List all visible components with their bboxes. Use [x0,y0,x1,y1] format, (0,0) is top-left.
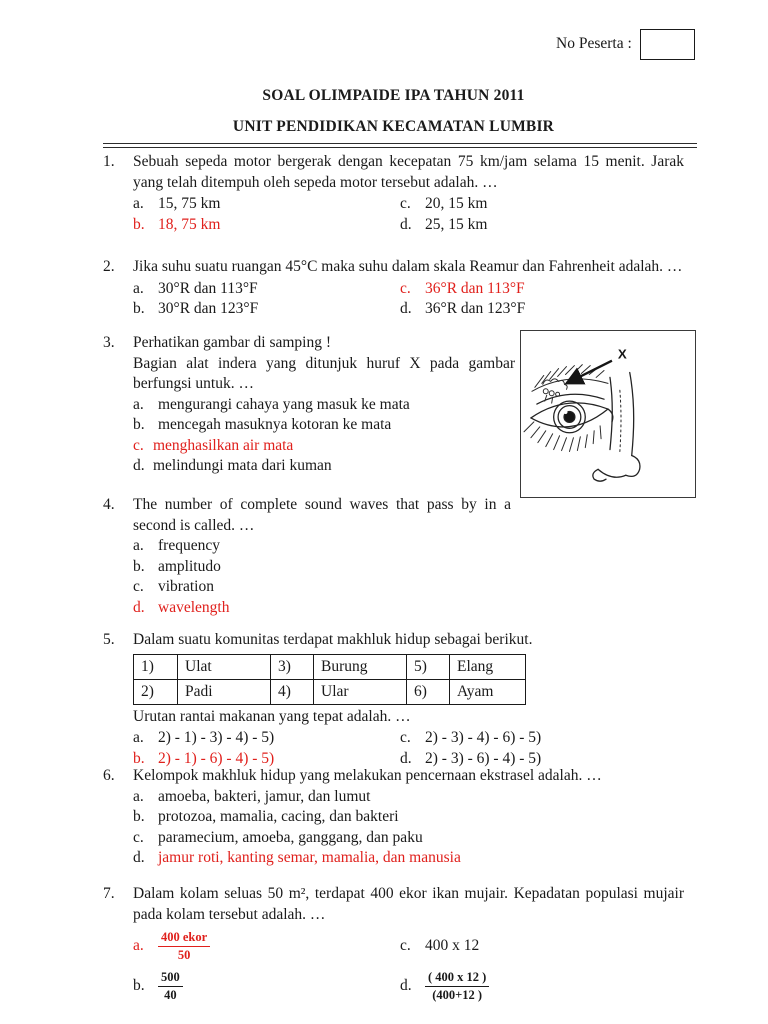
option-text: 30°R dan 113°F [158,279,258,297]
option-d-answer: d. jamur roti, kanting semar, mamalia, dan manusia [133,848,684,869]
page-subtitle: UNIT PENDIDIKAN KECAMATAN LUMBIR [232,118,555,135]
question-intro: Dalam suatu komunitas terdapat makhluk hidup sebagai berikut. [133,631,533,648]
question-number: 1. [103,153,115,170]
option-text: melindungi mata dari kuman [153,457,332,474]
option-c: c. 400 x 12 [400,926,684,966]
question-5 [103,630,684,769]
option-a: a. mengurangi cahaya yang masuk ke mata [133,395,684,416]
question-1 [103,152,684,235]
question-number: 2. [103,258,115,275]
fraction [158,930,210,963]
option-a: a. frequency [133,536,684,557]
question-number: 4. [103,496,115,513]
option-c-answer: c. menghasilkan air mata [133,436,684,457]
option-d: d. 2) - 3) - 6) - 4) - 5) [400,749,684,770]
option-d-answer: d. wavelength [133,598,684,619]
option-text: wavelength [158,598,230,616]
option-b: b. protozoa, mamalia, cacing, dan bakteri [133,807,684,828]
option-text: amplitudo [158,557,221,575]
option-d: d. melindungi mata dari kuman [133,456,684,477]
question-6 [103,766,684,869]
option-text: paramecium, amoeba, ganggang, dan paku [158,828,423,846]
question-text: Urutan rantai makanan yang tepat adalah. … [133,707,411,725]
option-a: a. 30°R dan 113°F [133,279,400,300]
question-number: 7. [103,885,115,902]
table-cell: 3) [271,654,314,679]
table-cell: 1) [134,654,178,679]
option-text: mencegah masuknya kotoran ke mata [158,416,392,433]
question-number: 3. [103,334,115,351]
question-7 [103,884,684,1006]
fraction [158,970,183,1003]
organism-table [133,654,526,705]
option-a: a. 15, 75 km [133,194,400,215]
figure-label-x: X [617,346,627,362]
fraction-numerator: 500 [158,970,183,987]
option-c: c. 20, 15 km [400,194,684,215]
option-a: a. amoeba, bakteri, jamur, dan lumut [133,787,684,808]
question-text: Kelompok makhluk hidup yang melakukan pencernaan ekstrasel adalah. … [133,767,602,784]
option-text: 2) - 1) - 6) - 4) - 5) [158,749,275,767]
question-2 [103,257,684,320]
question-text: Jika suhu suatu ruangan 45°C maka suhu dalam skala Reamur dan Fahrenheit adalah. … [133,258,683,275]
no-peserta-field [556,29,695,60]
option-b: b. 30°R dan 123°F [133,299,400,320]
header-divider [103,143,697,148]
fraction-denominator: (400+12 ) [432,987,483,1002]
option-text: menghasilkan air mata [153,436,294,454]
no-peserta-label: No Peserta : [556,35,632,53]
option-text: mengurangi cahaya yang masuk ke mata [158,395,410,413]
option-b: b. amplitudo [133,557,684,578]
fraction [425,970,489,1003]
question-intro: Perhatikan gambar di samping ! [133,334,332,351]
option-text: 30°R dan 123°F [158,300,259,317]
option-b-answer: b. 18, 75 km [133,215,400,236]
table-cell: Padi [178,679,271,704]
eye-anatomy-figure [520,330,696,498]
option-b: b. mencegah masuknya kotoran ke mata [133,415,684,436]
option-text: 15, 75 km [158,195,221,212]
table-row [134,654,526,679]
option-b: b. $\frac{500}{40}$ [133,966,400,1006]
question-text: The number of complete sound waves that pass by in a second is called. … [133,496,511,534]
option-d: d. $\frac{( 400 x 12 )}{(400+12 )}$ [400,966,684,1006]
option-text: 2) - 1) - 3) - 4) - 5) [158,729,275,746]
table-cell: Burung [314,654,407,679]
option-d: d. 36°R dan 123°F [400,299,684,320]
question-text: Sebuah sepeda motor bergerak dengan kecepatan 75 km/jam selama 15 menit. Jarak yang telah ditempuh oleh sepeda motor tersebut adalah. … [133,153,684,191]
table-cell: 2) [134,679,178,704]
option-d: d. 25, 15 km [400,215,684,236]
table-cell: Elang [450,654,526,679]
question-4 [103,495,684,618]
eye-highlight [564,410,568,414]
option-text: 36°R dan 123°F [425,300,526,317]
no-peserta-box [640,29,695,60]
option-text: 25, 15 km [425,215,488,233]
fraction-numerator: ( 400 x 12 ) [425,970,489,987]
option-text: jamur roti, kanting semar, mamalia, dan manusia [158,849,461,866]
question-text: Dalam kolam seluas 50 m², terdapat 400 ekor ikan mujair. Kepadatan populasi mujair pada kolam tersebut adalah. … [133,885,684,923]
option-c-answer: c. 36°R dan 113°F [400,279,684,300]
option-text: 2) - 3) - 6) - 4) - 5) [425,749,542,767]
table-cell: Ayam [450,679,526,704]
option-a-answer: a. $\frac{\text{400 ekor}}{50}$ [133,926,400,966]
option-text: 18, 75 km [158,215,221,233]
option-text: 36°R dan 113°F [425,279,525,297]
option-text: vibration [158,578,214,595]
option-text: frequency [158,537,220,554]
question-number: 5. [103,631,115,648]
question-number: 6. [103,767,115,784]
option-c: c. paramecium, amoeba, ganggang, dan paku [133,828,684,849]
table-cell: 5) [407,654,450,679]
table-cell: 6) [407,679,450,704]
option-b-answer: b. 2) - 1) - 6) - 4) - 5) [133,749,400,770]
option-c: c. 2) - 3) - 4) - 6) - 5) [400,728,684,749]
fraction-denominator: 50 [177,947,191,962]
option-a: a. 2) - 1) - 3) - 4) - 5) [133,728,400,749]
page-title: SOAL OLIMPAIDE IPA TAHUN 2011 [262,87,525,104]
fraction-numerator: 400 ekor [158,930,210,947]
option-text: 400 x 12 [425,936,480,954]
option-c: c. vibration [133,577,684,598]
question-text: Bagian alat indera yang ditunjuk huruf X pada gambar berfungsi untuk. … [133,354,515,392]
option-text: protozoa, mamalia, cacing, dan bakteri [158,808,399,825]
table-cell: Ular [314,679,407,704]
option-text: 2) - 3) - 4) - 6) - 5) [425,729,542,746]
table-cell: Ulat [178,654,271,679]
table-cell: 4) [271,679,314,704]
table-row [134,679,526,704]
option-text: 20, 15 km [425,195,488,212]
fraction-denominator: 40 [164,987,177,1002]
eye-diagram-svg [521,331,695,497]
option-text: amoeba, bakteri, jamur, dan lumut [158,787,371,805]
